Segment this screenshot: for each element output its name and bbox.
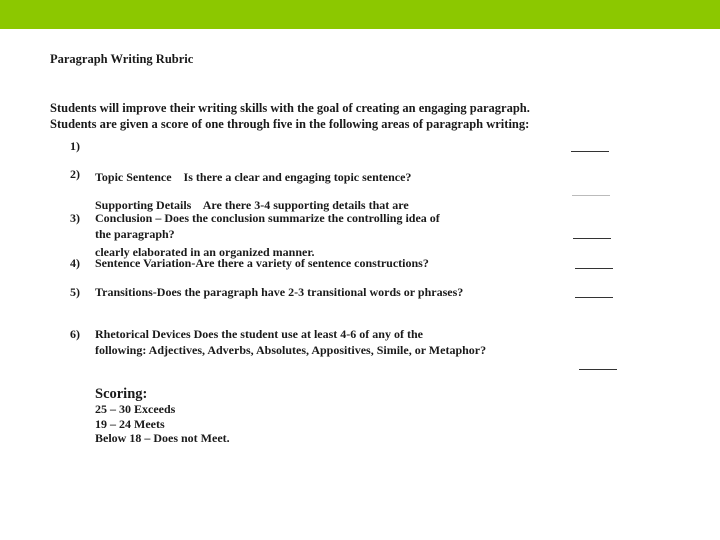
page-title: Paragraph Writing Rubric	[50, 52, 194, 66]
score-blank-2	[572, 195, 610, 196]
item-number: 1)	[70, 139, 80, 153]
item-number: 3)	[70, 211, 80, 225]
intro-text	[50, 100, 530, 132]
item-text: Topic Sentence Is there a clear and engaging topic sentence?	[95, 170, 412, 184]
item-number: 2)	[70, 167, 80, 181]
item-number: 4)	[70, 256, 80, 270]
item-text: clearly elaborated in an organized manner.	[95, 244, 315, 259]
intro-line: Students will improve their writing skills with the goal of creating an engaging paragraph.	[50, 101, 530, 115]
item-text: the paragraph?	[95, 226, 175, 241]
item-text: Conclusion – Does the conclusion summarize the controlling idea of	[95, 211, 440, 225]
scoring-heading: Scoring:	[95, 386, 148, 402]
item-text: Transitions-Does the paragraph have 2-3 transitional words or phrases?	[95, 285, 464, 299]
item-text: Rhetorical Devices Does the student use at least 4-6 of any of the	[95, 327, 423, 341]
scoring-level: 25 – 30 Exceeds	[95, 402, 176, 416]
intro-line: Students are given a score of one through five in the following areas of paragraph writing:	[50, 117, 530, 131]
score-blank-3	[573, 238, 611, 239]
scoring-section	[95, 386, 230, 446]
score-blank-1	[571, 151, 609, 152]
item-text: Supporting Details Are there 3-4 supporting details that are	[95, 198, 409, 212]
item-text: following: Adjectives, Adverbs, Absolutes, Appositives, Simile, or Metaphor?	[95, 342, 487, 357]
scoring-level: 19 – 24 Meets	[95, 416, 165, 431]
item-number: 5)	[70, 285, 80, 299]
score-blank-5	[575, 297, 613, 298]
item-text: Sentence Variation-Are there a variety of sentence constructions?	[95, 256, 429, 270]
score-blank-6	[579, 369, 617, 370]
item-number: 6)	[70, 327, 80, 341]
scoring-level: Below 18 – Does not Meet.	[95, 431, 230, 445]
score-blank-4	[575, 268, 613, 269]
